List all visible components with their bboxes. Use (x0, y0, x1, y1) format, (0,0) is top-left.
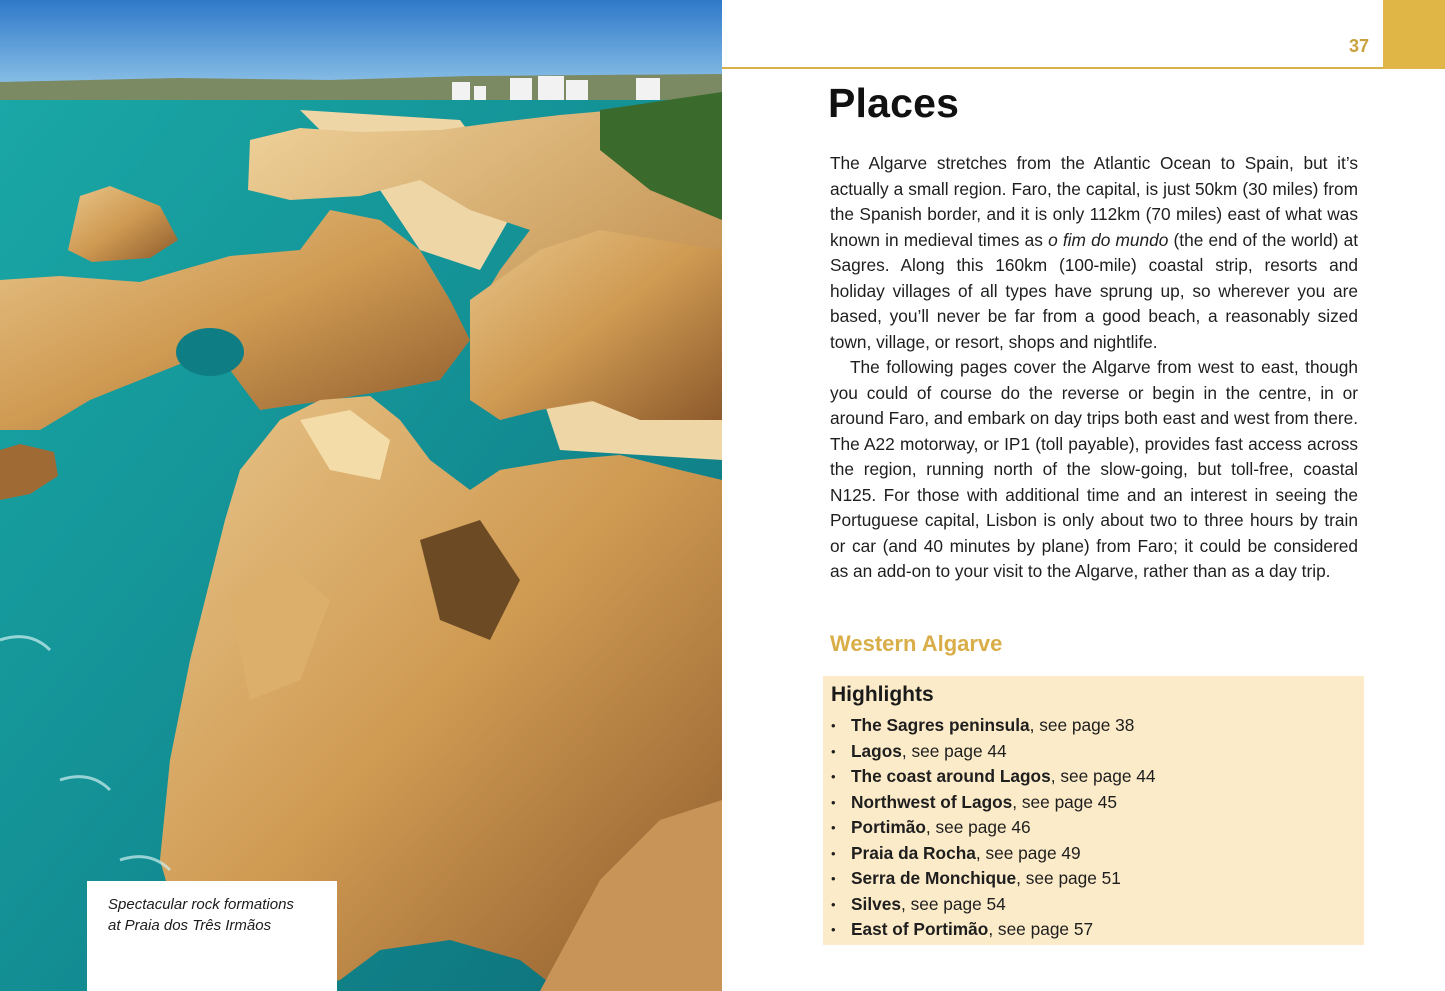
highlight-item (831, 866, 1364, 892)
highlight-item (831, 739, 1364, 765)
highlight-place: The Sagres peninsula (851, 715, 1030, 735)
highlight-item (831, 917, 1364, 943)
intro-text (830, 151, 1358, 585)
bullet-icon: • (831, 794, 836, 810)
rock-formations-image (0, 0, 722, 991)
highlight-place: Lagos (851, 740, 902, 761)
bullet-icon: • (831, 769, 836, 784)
highlight-ref: , see page 44 (901, 740, 1007, 761)
highlight-place: East of Portimão (851, 919, 989, 939)
page-number: 37 (1348, 36, 1369, 56)
highlights-list (831, 713, 1364, 943)
bullet-icon: • (831, 718, 836, 733)
intro-paragraph-1 (830, 151, 1358, 355)
caption-line-1: Spectacular rock formations (108, 896, 294, 913)
caption-line-2: at Praia dos Três Irmãos (108, 917, 272, 934)
page-tab (1383, 0, 1445, 69)
highlight-ref: , see page 45 (1012, 791, 1118, 812)
highlight-item (831, 713, 1364, 739)
bullet-icon: • (831, 820, 836, 835)
text-page (722, 0, 1445, 991)
highlight-ref: , see page 57 (988, 919, 1094, 939)
highlight-ref: , see page 54 (900, 893, 1006, 914)
highlights-box (823, 676, 1364, 945)
highlight-place: Praia da Rocha (851, 842, 976, 863)
photo-caption (87, 881, 337, 991)
bullet-icon: • (831, 922, 836, 937)
intro-paragraph-2: The following pages cover the Algarve from west to east, though you could of course do the reverse or begin in the centre, in or around Faro, and embark on day trips both east and west from there. The A22 motorway, or IP1 (toll payable), provides fast access across the region, running north of the slow-going, but toll-free, coastal N125. For those with additional time and an interest in seeing the Portuguese capital, Lisbon is only about two to three hours by train or car (and 40 minutes by plane) from Faro; it could be considered as an add-on to your visit to the Algarve, rather than as a day trip. (830, 357, 1358, 581)
highlight-item (831, 841, 1364, 867)
highlight-item (831, 815, 1364, 841)
header-rule (722, 67, 1383, 69)
highlight-ref: , see page 51 (1016, 868, 1121, 888)
bullet-icon: • (831, 845, 836, 861)
highlight-place: Silves (851, 893, 901, 914)
highlight-item (831, 790, 1364, 816)
section-heading: Western Algarve (830, 631, 1003, 656)
highlight-ref: , see page 44 (1050, 766, 1156, 786)
highlights-title: Highlights (831, 683, 934, 706)
highlight-ref: , see page 38 (1029, 715, 1135, 735)
highlight-ref: , see page 49 (975, 842, 1081, 863)
highlight-ref: , see page 46 (925, 817, 1031, 837)
bullet-icon: • (831, 743, 836, 759)
highlight-place: Portimão (851, 817, 926, 837)
bullet-icon: • (831, 871, 836, 886)
highlight-place: Serra de Monchique (851, 868, 1017, 888)
page-title: Places (828, 80, 960, 126)
coastline-photo (0, 0, 722, 991)
highlight-place: Northwest of Lagos (851, 791, 1013, 812)
intro-p1-italic: o fim do mundo (1048, 229, 1169, 250)
intro-p1-part1: The Algarve stretches from the Atlantic Ocean to Spain, but it’s actually a small region. Faro, the capital, is just 50km (30 miles) from the Spanish border, and it is only 112km (70 miles) east of what was known in medieval times as (830, 153, 1358, 250)
highlight-place: The coast around Lagos (851, 766, 1051, 786)
intro-p1-part2: (the end of the world) at Sagres. Along this 160km (100-mile) coastal strip, resorts and holiday villages of all types have sprung up, so wherever you are based, you’ll never be far from a good beach, a reasonably sized town, village, or resort, shops and nightlife. (830, 229, 1358, 352)
highlight-item (831, 892, 1364, 918)
bullet-icon: • (831, 896, 836, 912)
highlight-item (831, 764, 1364, 790)
